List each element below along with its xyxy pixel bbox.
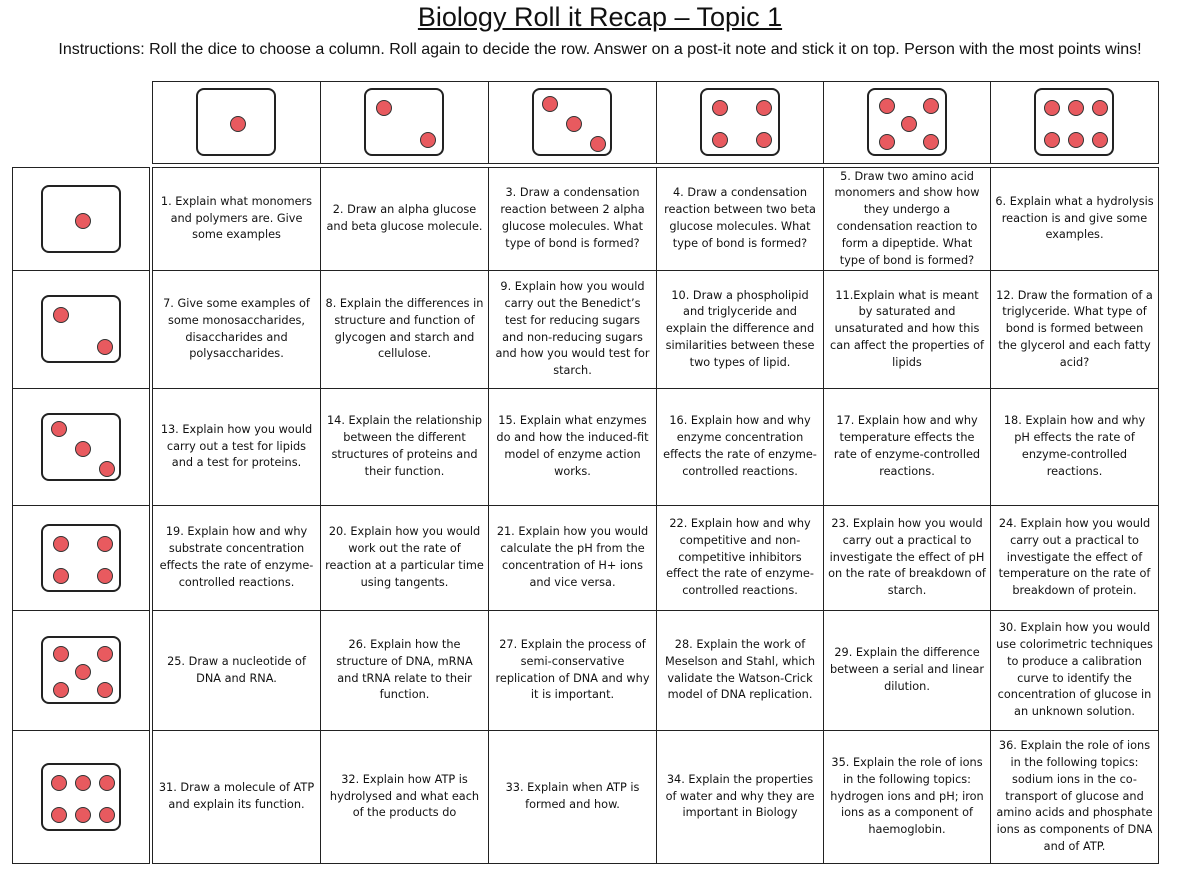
- column-die-5: [867, 88, 947, 156]
- row-die-4: [41, 524, 121, 592]
- question-cell-5: [823, 167, 991, 271]
- question-text: 20. Explain how you would work out the rate of reaction at a particular time using tangents.: [325, 525, 484, 589]
- question-cell-35: [823, 730, 991, 864]
- die-pip: [756, 100, 772, 116]
- question-cell-23: [823, 505, 991, 611]
- die-pip: [901, 116, 917, 132]
- question-cell-31: [152, 730, 321, 864]
- question-text: 36. Explain the role of ions in the following topics: sodium ions in the co-transport of glucose and amino acids and phosphate ions as components of DNA and of ATP.: [996, 739, 1153, 853]
- question-text: 31. Draw a molecule of ATP and explain its function.: [158, 781, 315, 811]
- question-cell-34: [656, 730, 824, 864]
- column-die-1: [196, 88, 276, 156]
- question-cell-36: [990, 730, 1159, 864]
- row-die-1: [41, 185, 121, 253]
- question-cell-12: [990, 270, 1159, 389]
- question-text: 34. Explain the properties of water and why they are important in Biology: [665, 772, 815, 820]
- die-pip: [712, 100, 728, 116]
- question-cell-6: [990, 167, 1159, 271]
- die-pip: [53, 536, 69, 552]
- question-cell-21: [488, 505, 657, 611]
- row-die-3: [41, 413, 121, 481]
- question-text: 35. Explain the role of ions in the following topics: hydrogen ions and pH; iron ions as a component of haemoglobin.: [830, 756, 984, 837]
- question-cell-10: [656, 270, 824, 389]
- question-text: 5. Draw two amino acid monomers and show how they undergo a condensation reaction to form a dipeptide. What type of bond is formed?: [834, 169, 980, 267]
- question-cell-11: [823, 270, 991, 389]
- die-pip: [99, 775, 115, 791]
- die-pip: [53, 646, 69, 662]
- die-pip: [590, 136, 606, 152]
- question-text: 24. Explain how you would carry out a practical to investigate the effect of temperature on the rate of breakdown of protein.: [998, 517, 1151, 598]
- die-pip: [1068, 132, 1084, 148]
- question-text: 9. Explain how you would carry out the Benedict’s test for reducing sugars and non-reducing sugars and how you would test for starch.: [495, 280, 650, 378]
- die-pip: [75, 441, 91, 457]
- die-pip: [1044, 100, 1060, 116]
- question-text: 33. Explain when ATP is formed and how.: [505, 781, 640, 811]
- question-cell-32: [320, 730, 489, 864]
- question-cell-18: [990, 388, 1159, 506]
- question-text: 17. Explain how and why temperature effects the rate of enzyme-controlled reactions.: [833, 414, 981, 478]
- question-text: 18. Explain how and why pH effects the rate of enzyme-controlled reactions.: [1003, 414, 1146, 478]
- question-cell-13: [152, 388, 321, 506]
- row-die-2: [41, 295, 121, 363]
- question-cell-14: [320, 388, 489, 506]
- die-pip: [420, 132, 436, 148]
- die-pip: [1092, 100, 1108, 116]
- question-text: 30. Explain how you would use colorimetric techniques to produce a calibration curve to identify the concentration of glucose in an unknown solution.: [996, 621, 1153, 719]
- row-die-5: [41, 636, 121, 704]
- question-cell-27: [488, 610, 657, 731]
- question-text: 32. Explain how ATP is hydrolysed and what each of the products do: [329, 772, 480, 820]
- question-cell-22: [656, 505, 824, 611]
- question-text: 13. Explain how you would carry out a test for lipids and a test for proteins.: [160, 422, 313, 470]
- column-die-6: [1034, 88, 1114, 156]
- column-die-3: [532, 88, 612, 156]
- die-pip: [75, 213, 91, 229]
- question-cell-29: [823, 610, 991, 731]
- column-die-2: [364, 88, 444, 156]
- question-text: 25. Draw a nucleotide of DNA and RNA.: [167, 654, 306, 685]
- die-pip: [566, 116, 582, 132]
- die-pip: [1044, 132, 1060, 148]
- question-text: 22. Explain how and why competitive and non-competitive inhibitors effect the rate of enzyme-controlled reactions.: [666, 517, 814, 598]
- question-text: 4. Draw a condensation reaction between two beta glucose molecules. What type of bond is formed?: [664, 186, 816, 250]
- question-cell-33: [488, 730, 657, 864]
- question-text: 19. Explain how and why substrate concentration effects the rate of enzyme-controlled reactions.: [159, 525, 314, 589]
- die-pip: [97, 682, 113, 698]
- die-pip: [1092, 132, 1108, 148]
- column-die-4: [700, 88, 780, 156]
- instructions-text: Instructions: Roll the dice to choose a column. Roll again to decide the row. Answer on a post-it note and stick it on top. Person with the most points wins!: [58, 41, 1142, 58]
- die-pip: [75, 664, 91, 680]
- die-pip: [51, 421, 67, 437]
- question-cell-26: [320, 610, 489, 731]
- question-text: 12. Draw the formation of a triglyceride. What type of bond is formed between the glycerol and each fatty acid?: [996, 288, 1153, 369]
- die-pip: [97, 568, 113, 584]
- question-text: 3. Draw a condensation reaction between 2 alpha glucose molecules. What type of bond is formed?: [500, 186, 645, 250]
- die-pip: [879, 134, 895, 150]
- die-pip: [230, 116, 246, 132]
- question-cell-17: [823, 388, 991, 506]
- question-text: 28. Explain the work of Meselson and Stahl, which validate the Watson-Crick model of DNA replication.: [665, 637, 815, 702]
- die-pip: [51, 807, 67, 823]
- die-pip: [53, 568, 69, 584]
- page-title: Biology Roll it Recap – Topic 1: [417, 2, 783, 32]
- question-text: 8. Explain the differences in structure and function of glycogen and starch and cellulose.: [325, 296, 484, 361]
- die-pip: [1068, 100, 1084, 116]
- die-pip: [97, 536, 113, 552]
- question-text: 14. Explain the relationship between the different structures of proteins and their function.: [326, 414, 483, 478]
- question-cell-8: [320, 270, 489, 389]
- question-text: 21. Explain how you would calculate the pH from the concentration of H+ ions and vice versa.: [496, 525, 649, 589]
- question-text: 10. Draw a phospholipid and triglyceride and explain the difference and similarities between these two types of lipid.: [665, 288, 815, 369]
- question-text: 15. Explain what enzymes do and how the induced-fit model of enzyme action works.: [496, 414, 649, 478]
- die-pip: [923, 98, 939, 114]
- question-cell-9: [488, 270, 657, 389]
- question-cell-3: [488, 167, 657, 271]
- question-cell-2: [320, 167, 489, 271]
- die-pip: [53, 682, 69, 698]
- question-text: 26. Explain how the structure of DNA, mRNA and tRNA relate to their function.: [336, 637, 473, 702]
- question-text: 1. Explain what monomers and polymers are. Give some examples: [160, 194, 313, 242]
- die-pip: [99, 807, 115, 823]
- die-pip: [879, 98, 895, 114]
- question-cell-20: [320, 505, 489, 611]
- die-pip: [376, 100, 392, 116]
- row-die-6: [41, 763, 121, 831]
- die-pip: [75, 775, 91, 791]
- question-cell-30: [990, 610, 1159, 731]
- die-pip: [712, 132, 728, 148]
- question-text: 29. Explain the difference between a serial and linear dilution.: [829, 646, 985, 693]
- question-text: 2. Draw an alpha glucose and beta glucose molecule.: [326, 203, 483, 233]
- question-cell-16: [656, 388, 824, 506]
- die-pip: [923, 134, 939, 150]
- question-cell-4: [656, 167, 824, 271]
- die-pip: [542, 96, 558, 112]
- question-text: 6. Explain what a hydrolysis reaction is and give some examples.: [995, 194, 1154, 242]
- question-text: 23. Explain how you would carry out a practical to investigate the effect of pH on the rate of breakdown of starch.: [828, 517, 986, 598]
- question-text: 16. Explain how and why enzyme concentration effects the rate of enzyme-controlled reactions.: [663, 414, 817, 478]
- die-pip: [99, 461, 115, 477]
- question-text: 7. Give some examples of some monosaccharides, disaccharides and polysaccharides.: [163, 296, 310, 361]
- question-text: 27. Explain the process of semi-conservative replication of DNA and why it is important.: [495, 637, 650, 702]
- question-cell-25: [152, 610, 321, 731]
- question-cell-1: [152, 167, 321, 271]
- die-pip: [97, 646, 113, 662]
- die-pip: [75, 807, 91, 823]
- question-cell-15: [488, 388, 657, 506]
- die-pip: [756, 132, 772, 148]
- die-pip: [51, 775, 67, 791]
- question-text: 11.Explain what is meant by saturated and unsaturated and how this can affect the properties of lipids: [829, 288, 985, 369]
- die-pip: [53, 307, 69, 323]
- die-pip: [97, 339, 113, 355]
- question-cell-24: [990, 505, 1159, 611]
- question-cell-28: [656, 610, 824, 731]
- question-cell-19: [152, 505, 321, 611]
- question-cell-7: [152, 270, 321, 389]
